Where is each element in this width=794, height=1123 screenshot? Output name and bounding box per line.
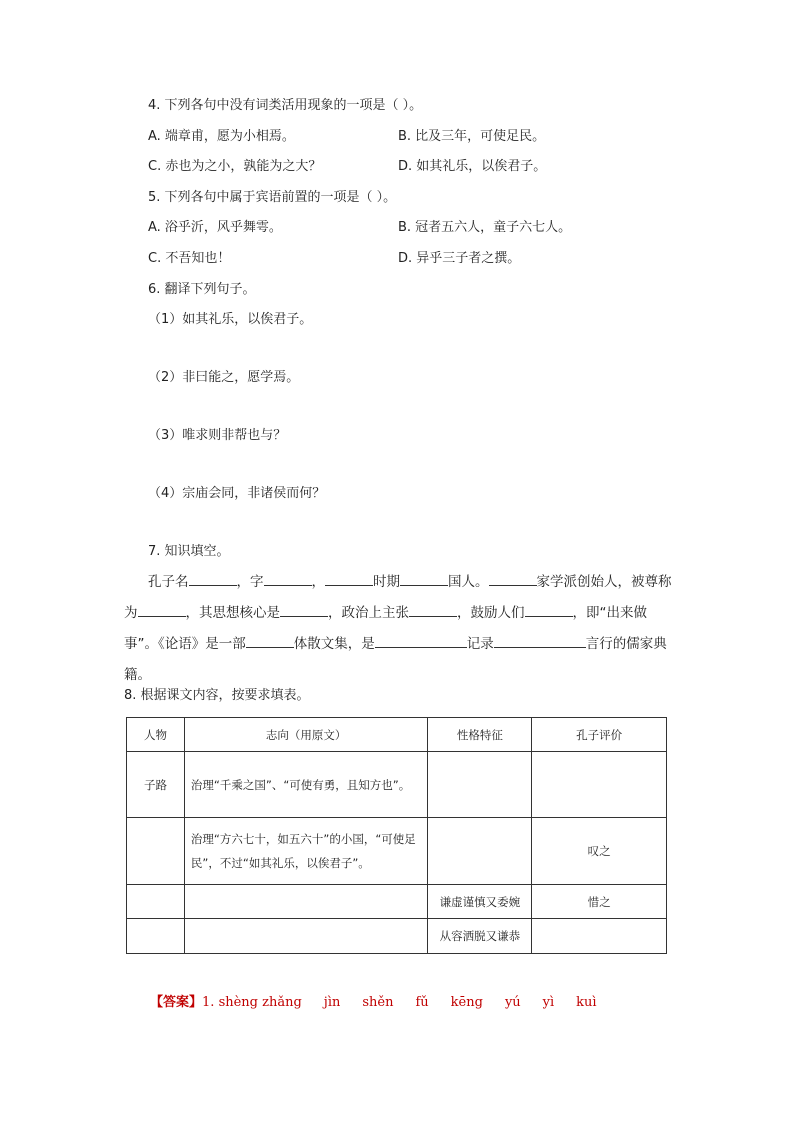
q5-stem: 5. 下列各句中属于宾语前置的一项是（ ）。 [148, 190, 397, 205]
table-cell[interactable] [532, 919, 667, 954]
q5-option-a: A. 浴乎沂，风乎舞雩。 [148, 220, 282, 235]
table-cell[interactable] [184, 919, 428, 954]
answer-pinyin: yú [504, 995, 521, 1010]
blank[interactable] [494, 633, 586, 648]
table-cell: 叹之 [532, 818, 667, 885]
answer-pinyin: shěn [362, 995, 394, 1010]
q6-item-3: （3）唯求则非帮也与？ [148, 428, 287, 443]
blank[interactable] [280, 602, 328, 617]
table-cell: 惜之 [532, 885, 667, 919]
q8-stem: 8. 根据课文内容，按要求填表。 [124, 688, 310, 703]
table-cell[interactable] [127, 885, 185, 919]
blank[interactable] [246, 633, 294, 648]
header-cell: 性格特征 [428, 718, 532, 752]
table-row [127, 752, 667, 818]
table-row [127, 919, 667, 954]
answer-pinyin: kēng [450, 995, 483, 1010]
table-row [127, 818, 667, 885]
q4-option-b: B. 比及三年，可使足民。 [398, 129, 546, 144]
table-cell[interactable] [428, 752, 532, 818]
table-row [127, 885, 667, 919]
q7-fill-paragraph: 孔子名 ，字 ， 时期 国人。 家学派创始人，被尊称为 ，其思想核心是 ，政治上主张 ，鼓励人们 ，即“出来做事”。《论语》是一部 体散文集，是 记录 言行的儒家典籍。 [124, 567, 676, 691]
answer-lead: 1. [202, 995, 219, 1010]
q5-option-c: C. 不吾知也！ [148, 251, 231, 266]
table-cell: 谦虚谨慎又委婉 [428, 885, 532, 919]
table-cell[interactable] [127, 818, 185, 885]
blank[interactable] [264, 571, 312, 586]
answer-pinyin: jìn [323, 995, 341, 1010]
q6-item-4: （4）宗庙会同，非诸侯而何？ [148, 486, 326, 501]
q4-stem: 4. 下列各句中没有词类活用现象的一项是（ ）。 [148, 98, 423, 113]
table-cell[interactable] [532, 752, 667, 818]
blank[interactable] [189, 571, 237, 586]
answer-tag: 【答案】 [150, 995, 203, 1010]
q4-option-a: A. 端章甫，愿为小相焉。 [148, 129, 295, 144]
q6-item-1: （1）如其礼乐，以俟君子。 [148, 312, 313, 327]
q7-stem: 7. 知识填空。 [148, 544, 230, 559]
table-cell[interactable] [127, 919, 185, 954]
blank[interactable] [409, 602, 457, 617]
blank[interactable] [400, 571, 448, 586]
header-cell: 志向（用原文） [184, 718, 428, 752]
header-cell: 孔子评价 [532, 718, 667, 752]
table-cell: 治理“千乘之国”、“可使有勇，且知方也”。 [184, 752, 428, 818]
q6-item-2: （2）非曰能之，愿学焉。 [148, 370, 300, 385]
table-cell: 从容洒脱又谦恭 [428, 919, 532, 954]
answer-line [150, 991, 619, 1010]
table-cell[interactable] [428, 818, 532, 885]
table-cell[interactable] [184, 885, 428, 919]
blank[interactable] [325, 571, 373, 586]
table-cell: 子路 [127, 752, 185, 818]
blank[interactable] [138, 602, 186, 617]
table-header-row [127, 718, 667, 752]
q5-option-d: D. 异乎三子者之撰。 [398, 251, 521, 266]
answer-pinyin: yì [542, 995, 555, 1010]
q5-option-b: B. 冠者五六人，童子六七人。 [398, 220, 572, 235]
table-cell: 治理“方六七十，如五六十”的小国，“可使足民”，不过“如其礼乐，以俟君子”。 [184, 818, 428, 885]
header-cell: 人物 [127, 718, 185, 752]
blank[interactable] [525, 602, 573, 617]
q4-option-c: C. 赤也为之小，孰能为之大？ [148, 159, 322, 174]
fill-table [126, 717, 667, 954]
answer-pinyin: kuì [576, 995, 597, 1010]
q6-stem: 6. 翻译下列句子。 [148, 282, 256, 297]
answer-pinyin: fǔ [415, 995, 429, 1010]
blank[interactable] [489, 571, 537, 586]
q4-option-d: D. 如其礼乐，以俟君子。 [398, 159, 547, 174]
answer-pinyin: shèng zhǎng [218, 995, 302, 1010]
blank[interactable] [375, 633, 467, 648]
